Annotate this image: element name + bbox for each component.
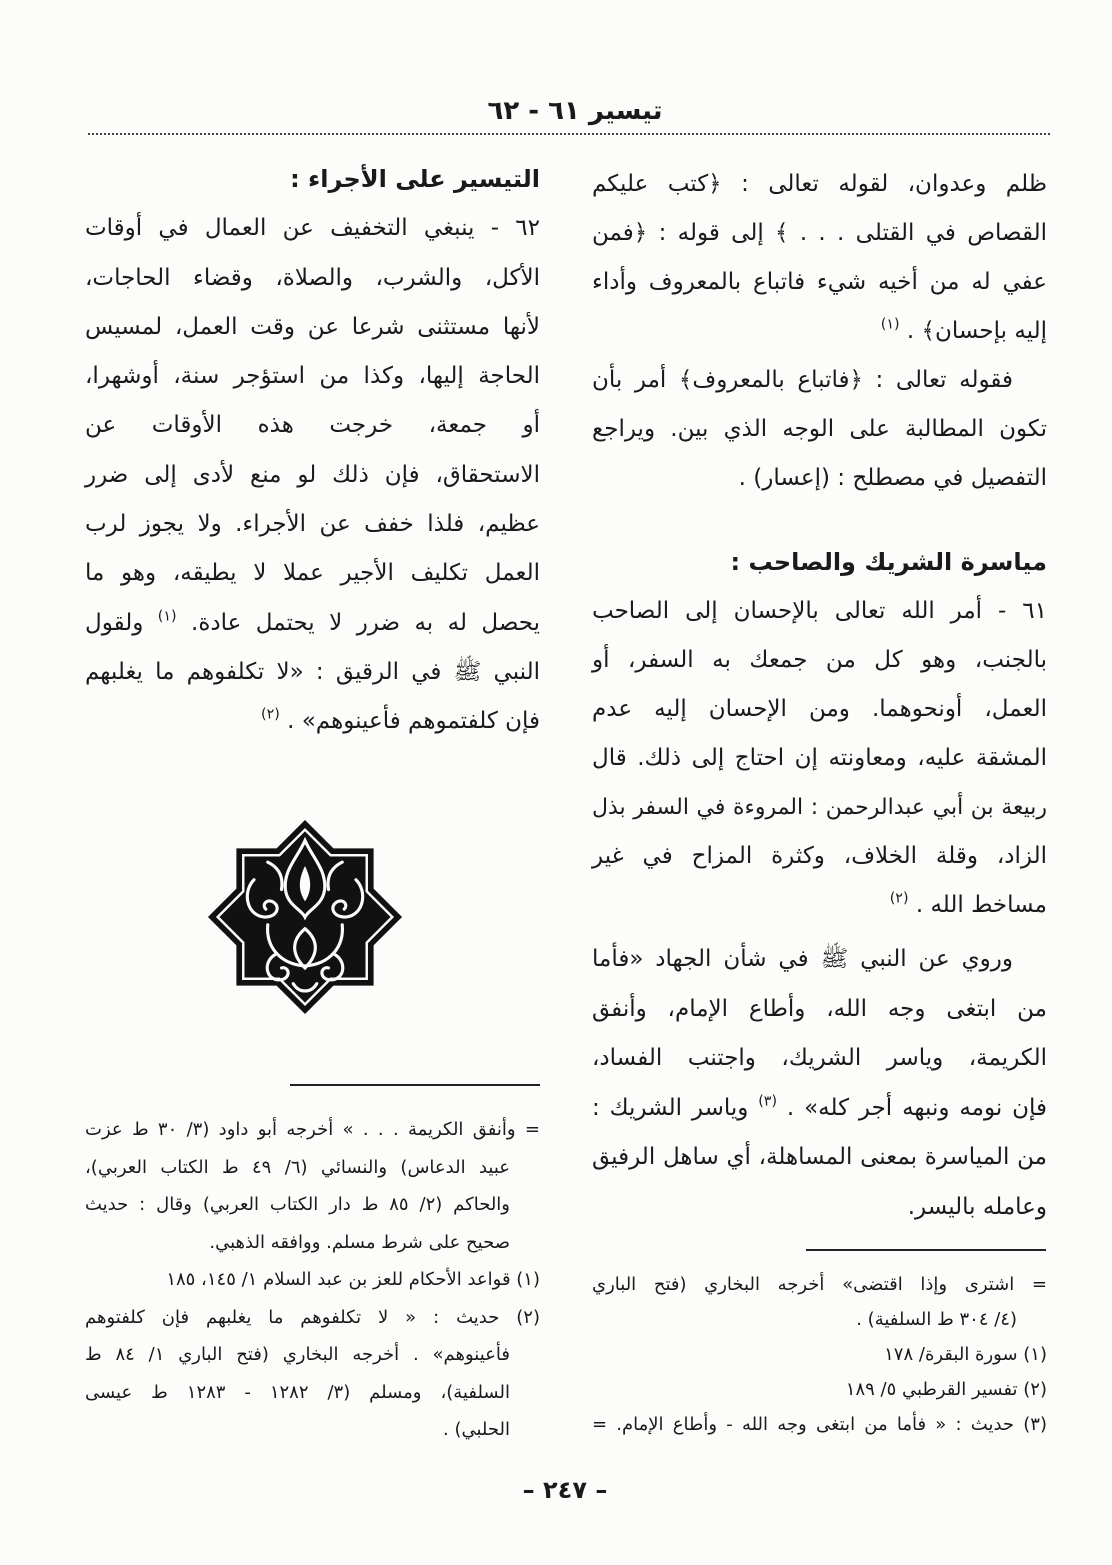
text-line: الزاد، وقلة الخلاف، وكثرة المزاح في غير [592,843,1047,869]
right-column-intro [592,160,1047,503]
footnote-line: = اشترى وإذا اقتضى» أخرجه البخاري (فتح الباري [592,1274,1047,1295]
footnote-line: = وأنفق الكريمة . . . » أخرجه أبو داود (٣/ ٣٠ ط عزت [85,1119,540,1140]
text-line [592,881,1047,930]
text-line: عظيم، فلذا خفف عن الأجراء. ولا يجوز لرب [85,511,540,538]
text-line: الأكل، والشرب، والصلاة، وقضاء الحاجات، [85,264,540,291]
text-line: المشقة عليه، ومعاونته إن احتاج إلى ذلك. قال [592,745,1047,771]
footnote-line: (١) سورة البقرة/ ١٧٨ [884,1344,1047,1365]
text-line: الحاجة إليها، وكذا من استؤجر سنة، أوشهرا، [85,363,540,390]
text-line: العمل تكليف الأجير عملا لا يطيقه، وهو ما [85,560,540,587]
footnote-ref: (٣) [758,1093,778,1110]
running-header: تيسير ٦١ - ٦٢ [487,96,663,126]
text-line [85,697,540,746]
text-line: من المياسرة بمعنى المساهلة، أي ساهل الرفيق [592,1144,1047,1170]
left-column-section [85,155,540,747]
section-heading: مياسرة الشريك والصاحب : [730,548,1047,576]
right-column-section [592,587,1047,930]
right-footnotes [592,1267,1047,1442]
footnote-rule [290,1084,540,1086]
footnote-line: صحيح على شرط مسلم. ووافقه الذهبي. [209,1231,510,1253]
text-line: من ابتغى وجه الله، وأطاع الإمام، وأنفق [592,995,1047,1022]
islamic-star-ornament-icon [207,815,403,1019]
left-footnotes [85,1111,540,1449]
footnote-line: فأعينوهم» . أخرجه البخاري (فتح الباري ١/ ٨٤ ط [85,1344,510,1365]
text-line: ربيعة بن أبي عبدالرحمن : المروءة في السفر بذل [592,795,1047,820]
text-line: القصاص في القتلى . . . ﴾ إلى قوله : ﴿فمن [592,220,1047,246]
footnote-ref: (١) [157,608,177,625]
text-segment: فإن نومه ونبهه أجر كله» . [786,1094,1048,1121]
footnote-ref: (٢) [261,707,280,723]
text-line: وروي عن النبي ﷺ في شأن الجهاد «فأما [592,946,1013,972]
text-line: لأنها مستثنى شرعا عن وقت العمل، لمسيس [85,313,540,340]
footnote-line: (٤/ ٣٠٤ ط السلفية) . [856,1309,1017,1330]
text-line: وعامله باليسر. [907,1193,1047,1220]
text-segment: وياسر الشريك : [592,1094,749,1121]
right-column-hadith [592,935,1047,1232]
header-dotted-rule [88,133,1050,135]
text-line: فقوله تعالى : ﴿فاتباع بالمعروف﴾ أمر بأن [592,367,1013,393]
text-line [592,307,1047,356]
text-segment: يحصل له به ضرر لا يحتمل عادة. [191,609,541,636]
text-segment: مساخط الله . [915,892,1047,918]
footnote-ref: (٢) [889,890,909,907]
text-line: أو جمعة، خرجت هذه الأوقات عن [85,412,540,439]
footnote-line: الحلبي) . [443,1419,510,1440]
footnote-line: عبيد الدعاس) والنسائي (٦/ ٤٩ ط الكتاب العربي)، [85,1156,511,1178]
text-line: الكريمة، وياسر الشريك، واجتنب الفساد، [592,1045,1047,1071]
text-line: ظلم وعدوان، لقوله تعالى : ﴿كتب عليكم [592,171,1047,197]
section-heading: التيسير على الأجراء : [290,165,540,193]
text-line: ٦١ - أمر الله تعالى بالإحسان إلى الصاحب [592,598,1047,624]
footnote-line: (٢) حديث : « لا تكلفوهم ما يغلبهم فإن كلفتوهم [85,1306,540,1328]
text-line: النبي ﷺ في الرقيق : «لا تكلفوهم ما يغلبهم [85,658,540,685]
footnote-line: السلفية)، ومسلم (٣/ ١٢٨٢ - ١٢٨٣ ط عيسى [85,1381,510,1403]
text-line: الاستحقاق، فإن ذلك لو منع لأدى إلى ضرر [85,461,540,488]
text-line [592,1084,1047,1134]
footnote-ref: (١) [880,316,900,333]
footnote-line: (١) قواعد الأحكام للعز بن عبد السلام ١/ ١٤٥، ١٨٥ [166,1269,540,1290]
footnote-line: والحاكم (٢/ ٨٥ ط دار الكتاب العربي) وقال : حديث [85,1194,511,1215]
text-segment: ولقول [85,609,144,636]
text-line: عفي له من أخيه شيء فاتباع بالمعروف وأداء [592,269,1047,295]
text-line: العمل، أونحوهما. ومن الإحسان إليه عدم [592,696,1047,722]
page-number: – ٢٤٧ – [522,1476,608,1504]
footnote-line: (٣) حديث : « فأما من ابتغى وجه الله - وأطاع الإمام. = [592,1414,1047,1435]
text-line: تكون المطالبة على الوجه الذي بين. ويراجع [592,416,1047,442]
text-line: بالجنب، وهو كل من جمعك به السفر، أو [592,647,1047,673]
text-segment: فإن كلفتموهم فأعينوهم» . [287,708,540,735]
text-line [85,599,540,648]
footnote-rule [806,1249,1046,1251]
text-line: التفصيل في مصطلح : (إعسار) . [738,465,1047,491]
text-segment: إليه بإحسان﴾ . [906,318,1047,344]
text-line: ٦٢ - ينبغي التخفيف عن العمال في أوقات [85,215,540,242]
footnote-line: (٢) تفسير القرطبي ٥/ ١٨٩ [845,1379,1047,1400]
